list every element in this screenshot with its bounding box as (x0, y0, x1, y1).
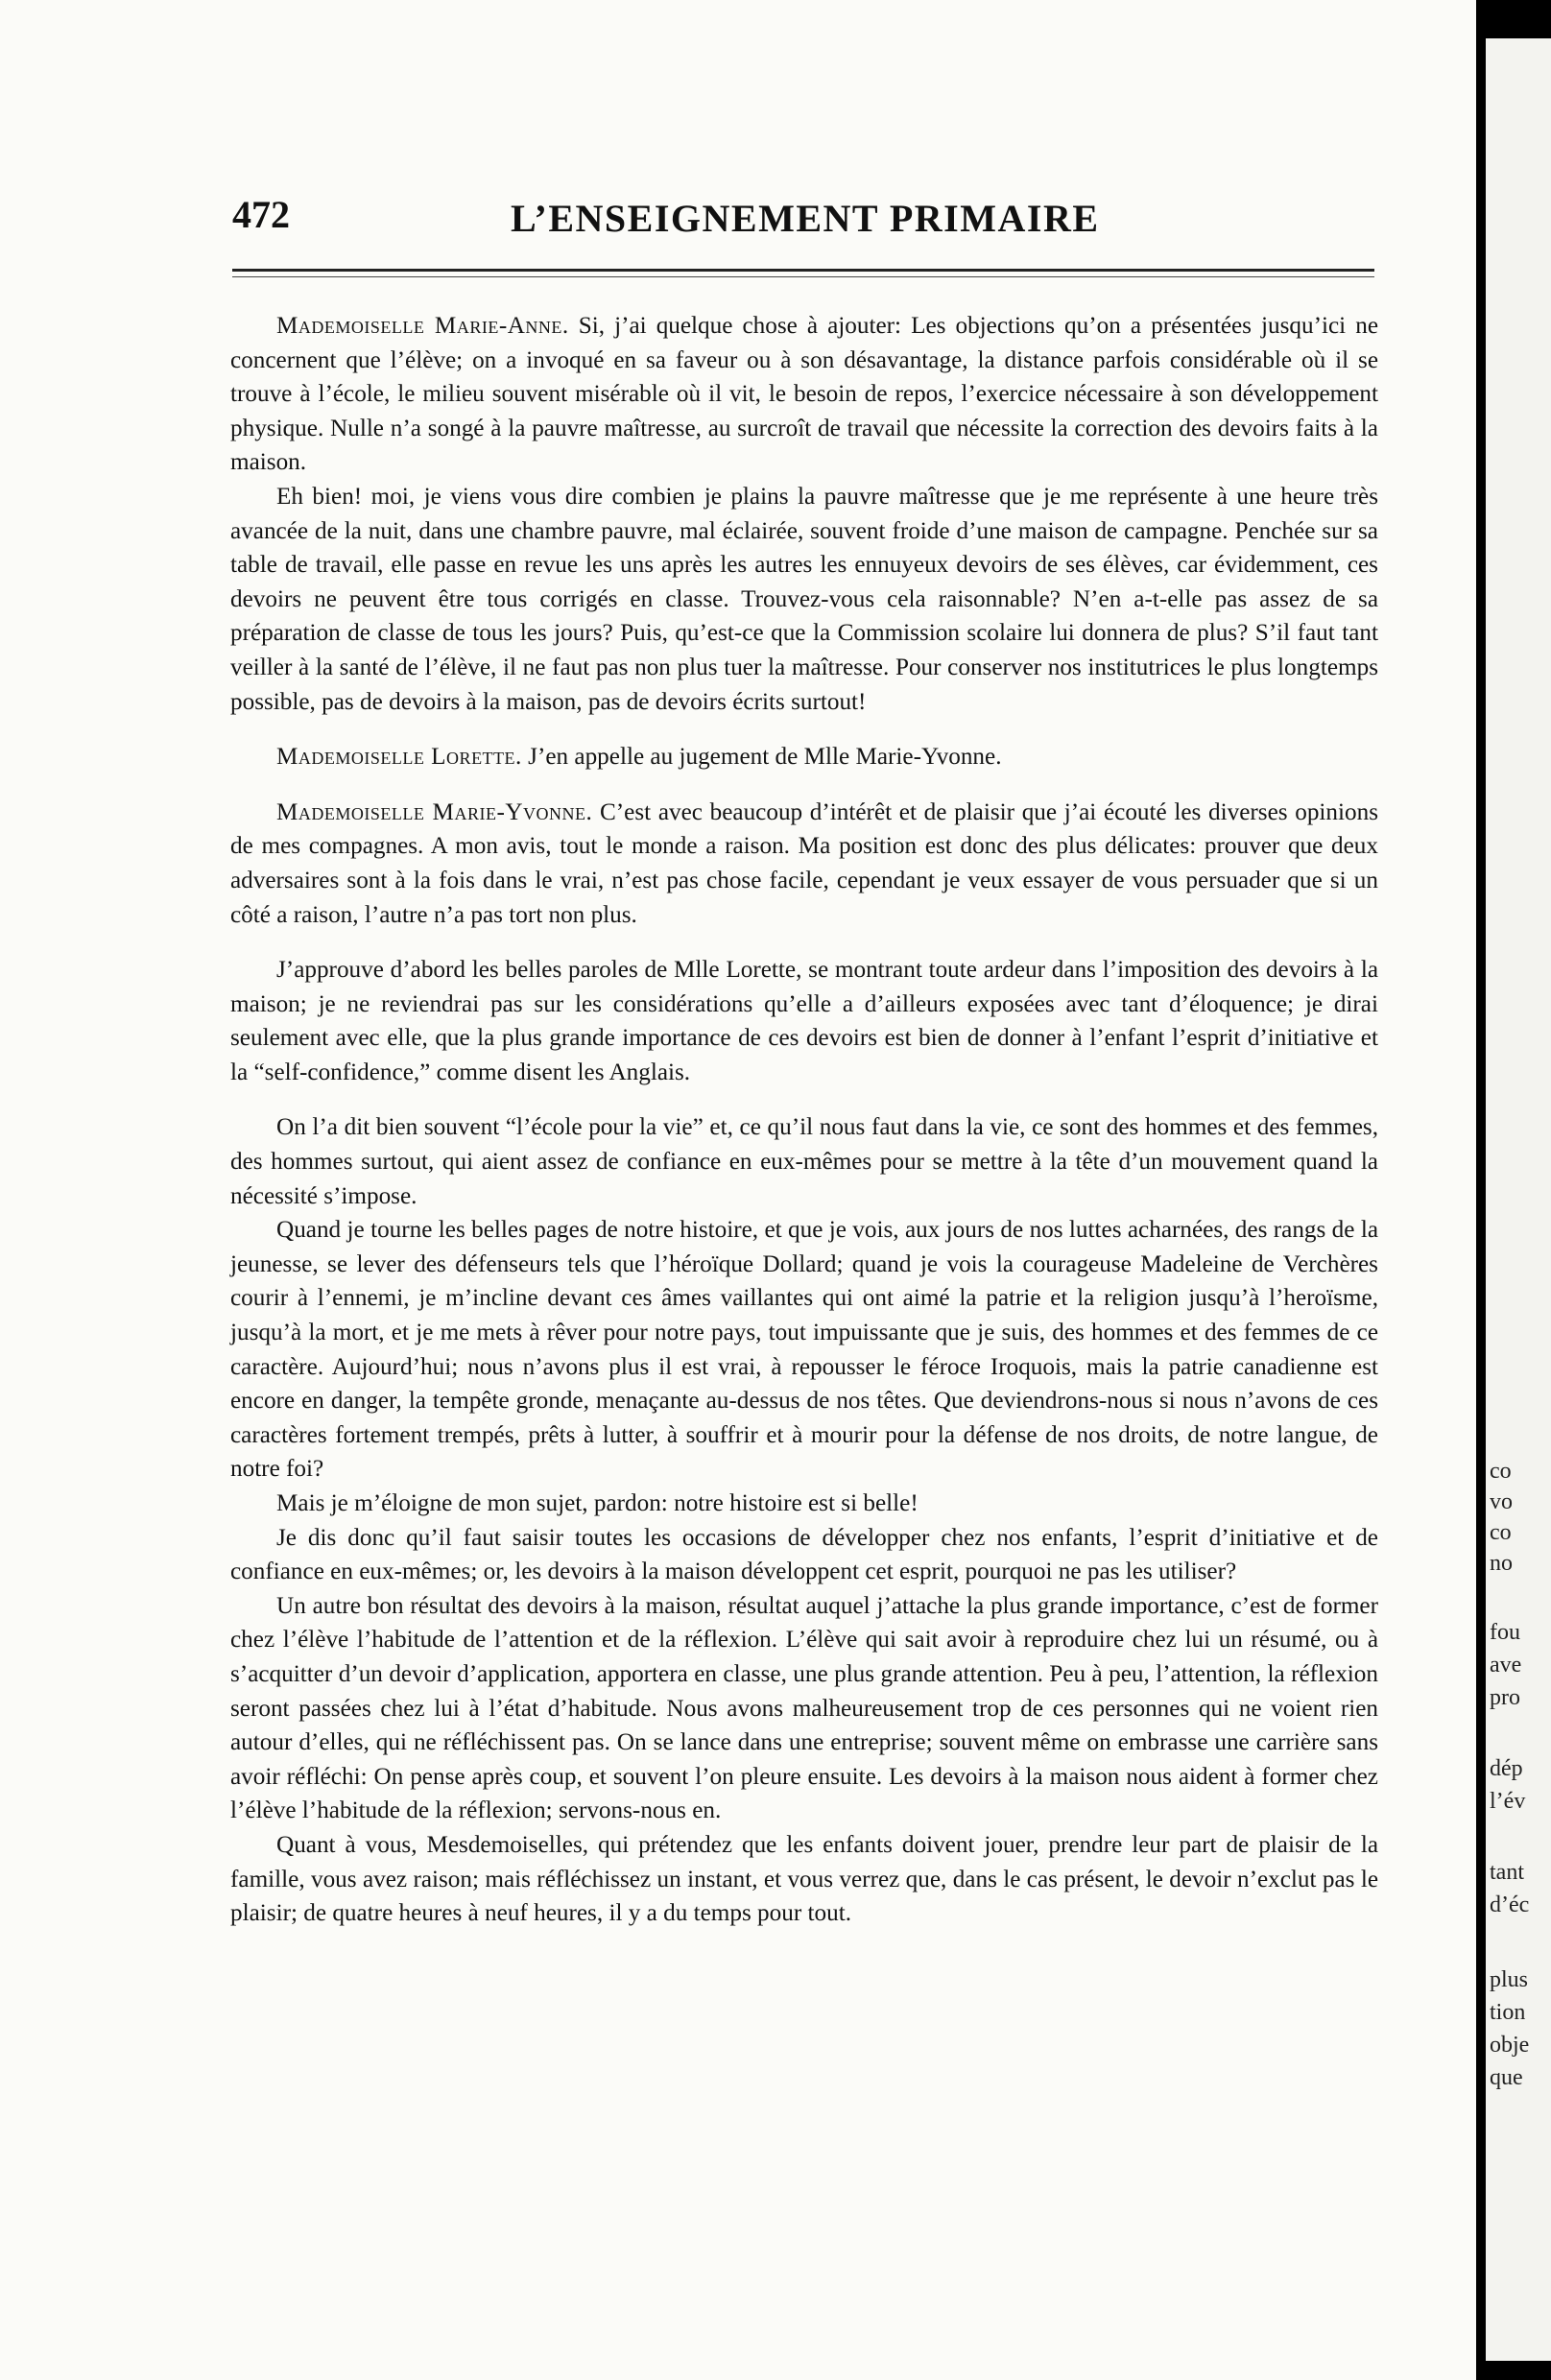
facing-page-fragment: plus (1490, 1967, 1529, 1992)
paragraph-text: Eh bien! moi, je viens vous dire combien je plains la pauvre maîtresse que je me représente à une heure très avancée de la nuit, dans une chambre pauvre, mal éclairée, souvent froide d’une maison de campagne. Penchée sur sa table de travail, elle passe en revue les uns après les autres les ennuyeux devoirs de ses élèves, car évidemment, ces devoirs ne peuvent être tous corrigés en classe. Trouvez-vous cela raisonnable? N’en a-t-elle pas assez de sa préparation de classe de tous les jours? Puis, qu’est-ce que la Commission scolaire lui donnera de plus? S’il faut tant veiller à la santé de l’élève, il ne faut pas non plus tuer la maîtresse. Pour conserver nos institutrices le plus longtemps possible, pas de devoirs à la maison, pas de devoirs écrits surtout! (230, 483, 1378, 715)
paragraph-text: Quand je tourne les belles pages de notre histoire, et que je vois, aux jours de nos luttes acharnées, des rangs de la jeunesse, se lever des défenseurs tels que l’héroïque Dollard; quand je vois la courageuse Madeleine de Verchères courir à l’ennemi, je m’incline devant ces âmes vaillantes qui ont aimé la patrie et la religion jusqu’à l’heroïsme, jusqu’à la mort, et je me mets à rêver pour notre pays, tout impuissante que je suis, des hommes et des femmes de ce caractère. Aujourd’hui; nous n’avons plus il est vrai, à repousser le féroce Iroquois, mais la patrie canadienne est encore en danger, la tempête gronde, menaçante au-dessus de nos têtes. Que deviendrons-nous si nous n’avons de ces caractères fortement trempés, prêts à lutter, à souffrir et à mourir pour la défense de nos droits, de notre langue, de notre foi? (230, 1217, 1378, 1483)
speaker-name: Mademoiselle Lorette. (276, 744, 522, 771)
paragraph (230, 796, 1378, 932)
facing-page-fragment: tant (1490, 1860, 1524, 1885)
facing-page-edge (1486, 38, 1551, 2361)
facing-page-fragment: d’éc (1490, 1892, 1530, 1917)
paragraph-text: On l’a dit bien souvent “l’école pour la vie” et, ce qu’il nous faut dans la vie, ce sont des hommes et des femmes, des hommes surtout, qui aient assez de confiance en eux-mêmes pour se mettre à la tête d’un mouvement quand la nécessité s’impose. (230, 1114, 1378, 1209)
facing-page-fragment: ave (1490, 1653, 1522, 1678)
facing-page-fragment: vo (1490, 1489, 1513, 1514)
paragraph (230, 1487, 1378, 1521)
paragraph (230, 1110, 1378, 1213)
speaker-name: Mademoiselle Marie-Yvonne. (276, 798, 593, 825)
paragraph-text: C’est avec beaucoup d’intérêt et de plaisir que j’ai écouté les diverses opinions de mes compagnes. A mon avis, tout le monde a raison. Ma position est donc des plus délicates: prouver que deux adversaires sont à la fois dans le vrai, n’est pas chose facile, cependant je veux essayer de vous persuader que si un côté a raison, l’autre n’a pas tort non plus. (230, 798, 1378, 928)
paragraph (230, 1521, 1378, 1589)
paragraph-text: Mais je m’éloigne de mon sujet, pardon: notre histoire est si belle! (276, 1490, 919, 1516)
paragraph (230, 1589, 1378, 1828)
paragraph (230, 1213, 1378, 1487)
facing-page-fragment: co (1490, 1459, 1512, 1484)
running-title: L’ENSEIGNEMENT PRIMAIRE (511, 197, 1100, 240)
paragraph (230, 309, 1378, 480)
paragraph-text: J’en appelle au jugement de Mlle Marie-Yvonne. (521, 744, 1002, 771)
facing-page-fragment: pro (1490, 1685, 1520, 1710)
header-rule-thin (232, 276, 1374, 277)
speaker-name: Mademoiselle Marie-Anne. (276, 313, 569, 339)
paragraph-text: Un autre bon résultat des devoirs à la maison, résultat auquel j’attache la plus grande importance, c’est de former chez l’élève l’habitude de l’attention et de la réflexion. L’élève qui sait avoir à reproduire chez lui un résumé, ou à s’acquitter d’un devoir d’application, apportera en classe, une plus grande attention. Peu à peu, l’attention, la réflexion seront passées chez lui à l’état d’habitude. Nous avons malheureusement trop de ces personnes qui ne voient rien autour d’elles, qui ne réfléchissent pas. On se lance dans une entreprise; souvent même on embrasse une carrière sans avoir réfléchi: On pense après coup, et souvent l’on pleure ensuite. Les devoirs à la maison nous aident à former chez l’élève l’habitude de la réflexion; servons-nous en. (230, 1592, 1378, 1824)
facing-page-fragment: obje (1490, 2033, 1530, 2058)
paragraph-text: Je dis donc qu’il faut saisir toutes les occasions de développer chez nos enfants, l’esprit d’initiative et de confiance en eux-mêmes; or, les devoirs à la maison développent cet esprit, pourquoi ne pas les utiliser? (230, 1524, 1378, 1585)
paragraph (230, 1828, 1378, 1931)
facing-page-fragment: co (1490, 1520, 1512, 1545)
body-text (230, 309, 1378, 1931)
paragraph-text: J’approuve d’abord les belles paroles de Mlle Lorette, se montrant toute ardeur dans l’imposition des devoirs à la maison; je ne reviendrai pas sur les considérations qu’elle a d’ailleurs exposées avec tant d’éloquence; je dirai seulement avec elle, que la plus grande importance de ces devoirs est bien de donner à l’enfant l’esprit d’initiative et la “self-confidence,” comme disent les Anglais. (230, 957, 1378, 1085)
facing-page-fragment: tion (1490, 2000, 1526, 2025)
paragraph (230, 740, 1378, 774)
paragraph (230, 953, 1378, 1089)
page-number: 472 (232, 193, 290, 236)
paragraph-text: Si, j’ai quelque chose à ajouter: Les objections qu’on a présentées jusqu’ici ne concernent que l’élève; on a invoqué en sa faveur ou à son désavantage, la distance parfois considérable où il se trouve à l’école, le milieu souvent misérable où il vit, le besoin de repos, l’exercice nécessaire à son développement physique. Nulle n’a songé à la pauvre maîtresse, au surcroît de travail que nécessite la correction des devoirs faits à la maison. (230, 313, 1378, 476)
facing-page-fragment: fou (1490, 1620, 1520, 1645)
facing-page-fragment: no (1490, 1551, 1513, 1576)
facing-page-fragment: dép (1490, 1756, 1523, 1781)
facing-page-fragment: que (1490, 2065, 1523, 2090)
paragraph (230, 480, 1378, 719)
page-header (232, 188, 1374, 255)
facing-page-fragment: l’év (1490, 1789, 1526, 1814)
paragraph-text: Quant à vous, Mesdemoiselles, qui prétendez que les enfants doivent jouer, prendre leur part de plaisir de la famille, vous avez raison; mais réfléchissez un instant, et vous verrez que, dans le cas présent, le devoir n’exclut pas le plaisir; de quatre heures à neuf heures, il y a du temps pour tout. (230, 1831, 1378, 1927)
header-rule-thick (232, 269, 1374, 272)
